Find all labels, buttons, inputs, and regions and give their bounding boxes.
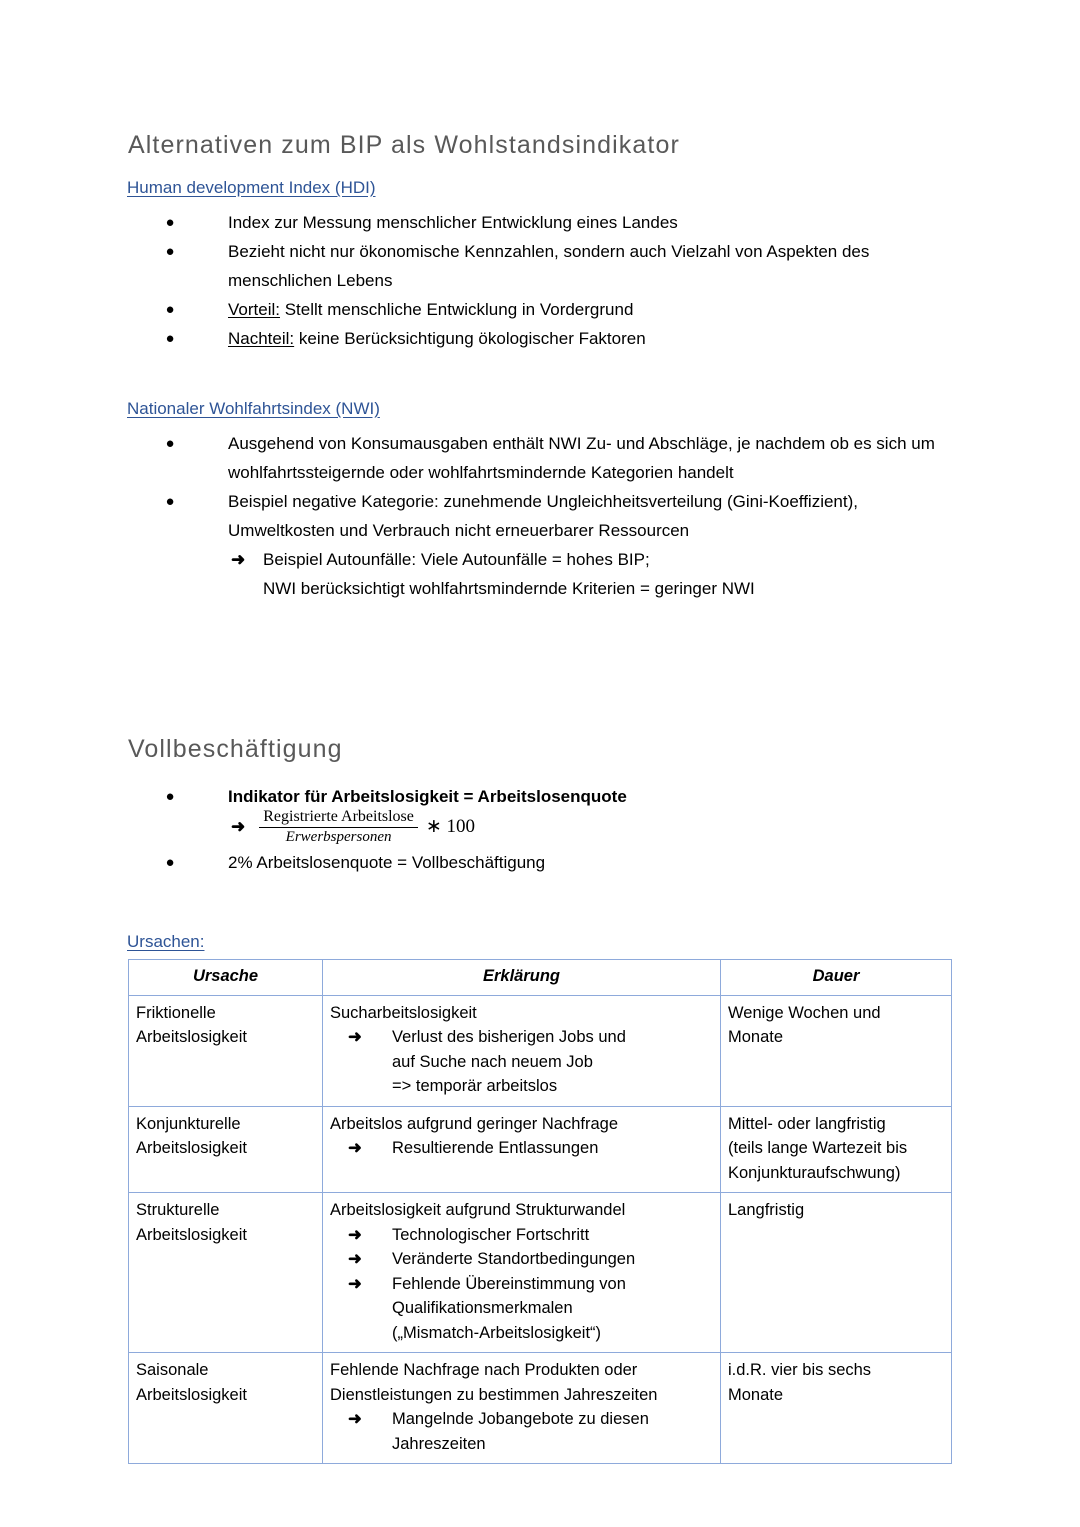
cell-line: Arbeitslosigkeit: [136, 1028, 247, 1046]
list-item: [163, 295, 963, 324]
cell-line: Strukturelle: [136, 1201, 220, 1219]
cell-line: Langfristig: [728, 1201, 805, 1219]
fraction-numerator: Registrierte Arbeitslose: [259, 808, 418, 828]
arrow-icon: ➜: [348, 1410, 362, 1428]
list-item: [163, 429, 963, 487]
arbeitslosenquote-formula: [231, 808, 475, 846]
list-item: [163, 324, 963, 353]
cell-erklaerung: [323, 1106, 721, 1193]
cell-line: Arbeitslosigkeit: [136, 1385, 247, 1404]
arrow-icon: ➜: [231, 550, 246, 569]
cell-ursache: [129, 1353, 323, 1464]
list-item-text: Ausgehend von Konsumausgaben enthält NWI Zu- und Abschläge, je nachdem ob es sich um wohlfahrtssteigernde oder wohlfahrtsmindernde Kategorien handelt: [228, 434, 935, 482]
ursachen-table: [128, 959, 952, 1464]
cell-line: Arbeitslosigkeit: [136, 1139, 247, 1157]
nwi-bullet-list: [163, 429, 963, 603]
sub-list-item-text-continued: NWI berücksichtigt wohlfahrtsmindernde Kriterien = geringer NWI: [263, 579, 755, 598]
cell-line: Konjunkturaufschwung): [728, 1163, 901, 1182]
cell-dauer: [721, 1193, 952, 1353]
section-title-vollbeschaeftigung: Vollbeschäftigung: [128, 735, 343, 763]
arrow-icon: ➜: [348, 1250, 362, 1268]
cell-line: Wenige Wochen und: [728, 1003, 881, 1022]
cell-sub-item-text: Resultierende Entlassungen: [392, 1139, 599, 1157]
subheading-ursachen: Ursachen:: [127, 932, 205, 951]
cell-sub-item-text: Verlust des bisherigen Jobs und: [392, 1028, 626, 1046]
list-item: [163, 848, 963, 877]
cell-ursache: [129, 1193, 323, 1353]
arrow-icon: ➜: [348, 1225, 362, 1244]
bullet-icon: ●: [165, 854, 175, 871]
cell-line: Monate: [728, 1385, 784, 1404]
arrow-icon: ➜: [348, 1274, 362, 1293]
cell-line: Jahreszeiten: [392, 1434, 486, 1453]
table-row: [129, 1353, 952, 1464]
hdi-bullet-list: [163, 208, 963, 353]
subheading-hdi: Human development Index (HDI): [127, 178, 376, 197]
list-item: [163, 208, 963, 237]
list-item-text: Index zur Messung menschlicher Entwicklung eines Landes: [228, 213, 678, 232]
cell-sub-item-text: Mangelnde Jobangebote zu diesen: [392, 1410, 649, 1428]
cell-sub-item-text: Veränderte Standortbedingungen: [392, 1250, 636, 1268]
column-header-ursache: Ursache: [129, 960, 323, 996]
bullet-icon: ●: [165, 214, 175, 231]
cell-sub-item: [348, 1223, 713, 1248]
fraction-denominator: Erwerbspersonen: [285, 828, 392, 845]
list-item: [163, 782, 963, 811]
column-header-dauer: Dauer: [721, 960, 952, 996]
cell-line: Arbeitslosigkeit aufgrund Strukturwandel: [330, 1201, 626, 1219]
cell-line: Monate: [728, 1028, 784, 1046]
subheading-nwi: Nationaler Wohlfahrtsindex (NWI): [127, 399, 380, 418]
cell-line: („Mismatch-Arbeitslosigkeit“): [392, 1323, 602, 1342]
list-item-text: 2% Arbeitslosenquote = Vollbeschäftigung: [228, 853, 546, 872]
cell-erklaerung: [323, 1353, 721, 1464]
bullet-icon: ●: [165, 493, 175, 510]
vollbeschaeftigung-bullet-list-2: [163, 848, 963, 877]
cell-dauer: [721, 1106, 952, 1193]
cell-line: auf Suche nach neuem Job: [392, 1052, 593, 1071]
list-item-body: keine Berücksichtigung ökologischer Faktoren: [298, 329, 646, 348]
cell-sub-item: [348, 1136, 713, 1161]
cell-ursache: [129, 995, 323, 1106]
sub-list-item-text: Beispiel Autounfälle: Viele Autounfälle = hohes BIP;: [263, 550, 650, 569]
list-item-body: Stellt menschliche Entwicklung in Vordergrund: [284, 300, 634, 319]
formula-multiplier: ∗ 100: [425, 816, 476, 838]
cell-sub-item-text: Fehlende Übereinstimmung von: [392, 1274, 626, 1293]
arrow-icon: ➜: [348, 1028, 362, 1046]
table-row: [129, 995, 952, 1106]
list-item-text: [228, 295, 963, 324]
list-item: [163, 487, 963, 545]
cell-line: Arbeitslos aufgrund geringer Nachfrage: [330, 1114, 619, 1133]
cell-line: Saisonale: [136, 1361, 209, 1379]
bullet-icon: ●: [165, 243, 175, 260]
list-item-label: Vorteil:: [228, 300, 280, 319]
cell-line: Fehlende Nachfrage nach Produkten oder: [330, 1361, 638, 1379]
cell-line: Sucharbeitslosigkeit: [330, 1003, 477, 1022]
list-item-text: [228, 324, 963, 353]
vollbeschaeftigung-bullet-list: [163, 782, 963, 811]
cell-line: Mittel- oder langfristig: [728, 1114, 886, 1133]
list-item-text: Bezieht nicht nur ökonomische Kennzahlen, sondern auch Vielzahl von Aspekten des menschlichen Lebens: [228, 242, 870, 290]
cell-line: Friktionelle: [136, 1003, 216, 1022]
cell-line: Arbeitslosigkeit: [136, 1225, 247, 1244]
fraction: [259, 808, 418, 846]
cell-dauer: [721, 1353, 952, 1464]
bullet-icon: ●: [165, 435, 175, 452]
cell-line: => temporär arbeitslos: [392, 1077, 558, 1095]
cell-sub-item-text: Technologischer Fortschritt: [392, 1225, 590, 1244]
cell-line: Qualifikationsmerkmalen: [392, 1299, 573, 1317]
cell-sub-item: [348, 1407, 713, 1432]
cell-ursache: [129, 1106, 323, 1193]
cell-line: Dienstleistungen zu bestimmen Jahreszeiten: [330, 1385, 658, 1404]
cell-line: i.d.R. vier bis sechs: [728, 1361, 872, 1379]
cell-dauer: [721, 995, 952, 1106]
list-item-text: Beispiel negative Kategorie: zunehmende Ungleichheitsverteilung (Gini-Koeffizient), Umweltkosten und Verbrauch nicht erneuerbarer Ressourcen: [228, 492, 858, 540]
bullet-icon: ●: [165, 301, 175, 318]
table-row: [129, 1106, 952, 1193]
table-header-row: [129, 960, 952, 996]
cell-sub-item: [348, 1272, 713, 1297]
list-item-text: Indikator für Arbeitslosigkeit = Arbeitslosenquote: [228, 787, 627, 806]
bullet-icon: ●: [165, 788, 175, 805]
sub-list-item: [163, 545, 963, 603]
column-header-erklaerung: Erklärung: [323, 960, 721, 996]
list-item: [163, 237, 963, 295]
cell-line: (teils lange Wartezeit bis: [728, 1139, 908, 1157]
table-row: [129, 1193, 952, 1353]
arrow-icon: ➜: [348, 1139, 362, 1157]
cell-line: Konjunkturelle: [136, 1114, 241, 1133]
arrow-icon: ➜: [231, 816, 246, 836]
page-title: Alternativen zum BIP als Wohlstandsindikator: [128, 131, 680, 159]
cell-erklaerung: [323, 1193, 721, 1353]
bullet-icon: ●: [165, 330, 175, 347]
cell-erklaerung: [323, 995, 721, 1106]
list-item-label: Nachteil:: [228, 329, 295, 348]
cell-sub-item: [348, 1247, 713, 1272]
cell-sub-item: [348, 1025, 713, 1050]
